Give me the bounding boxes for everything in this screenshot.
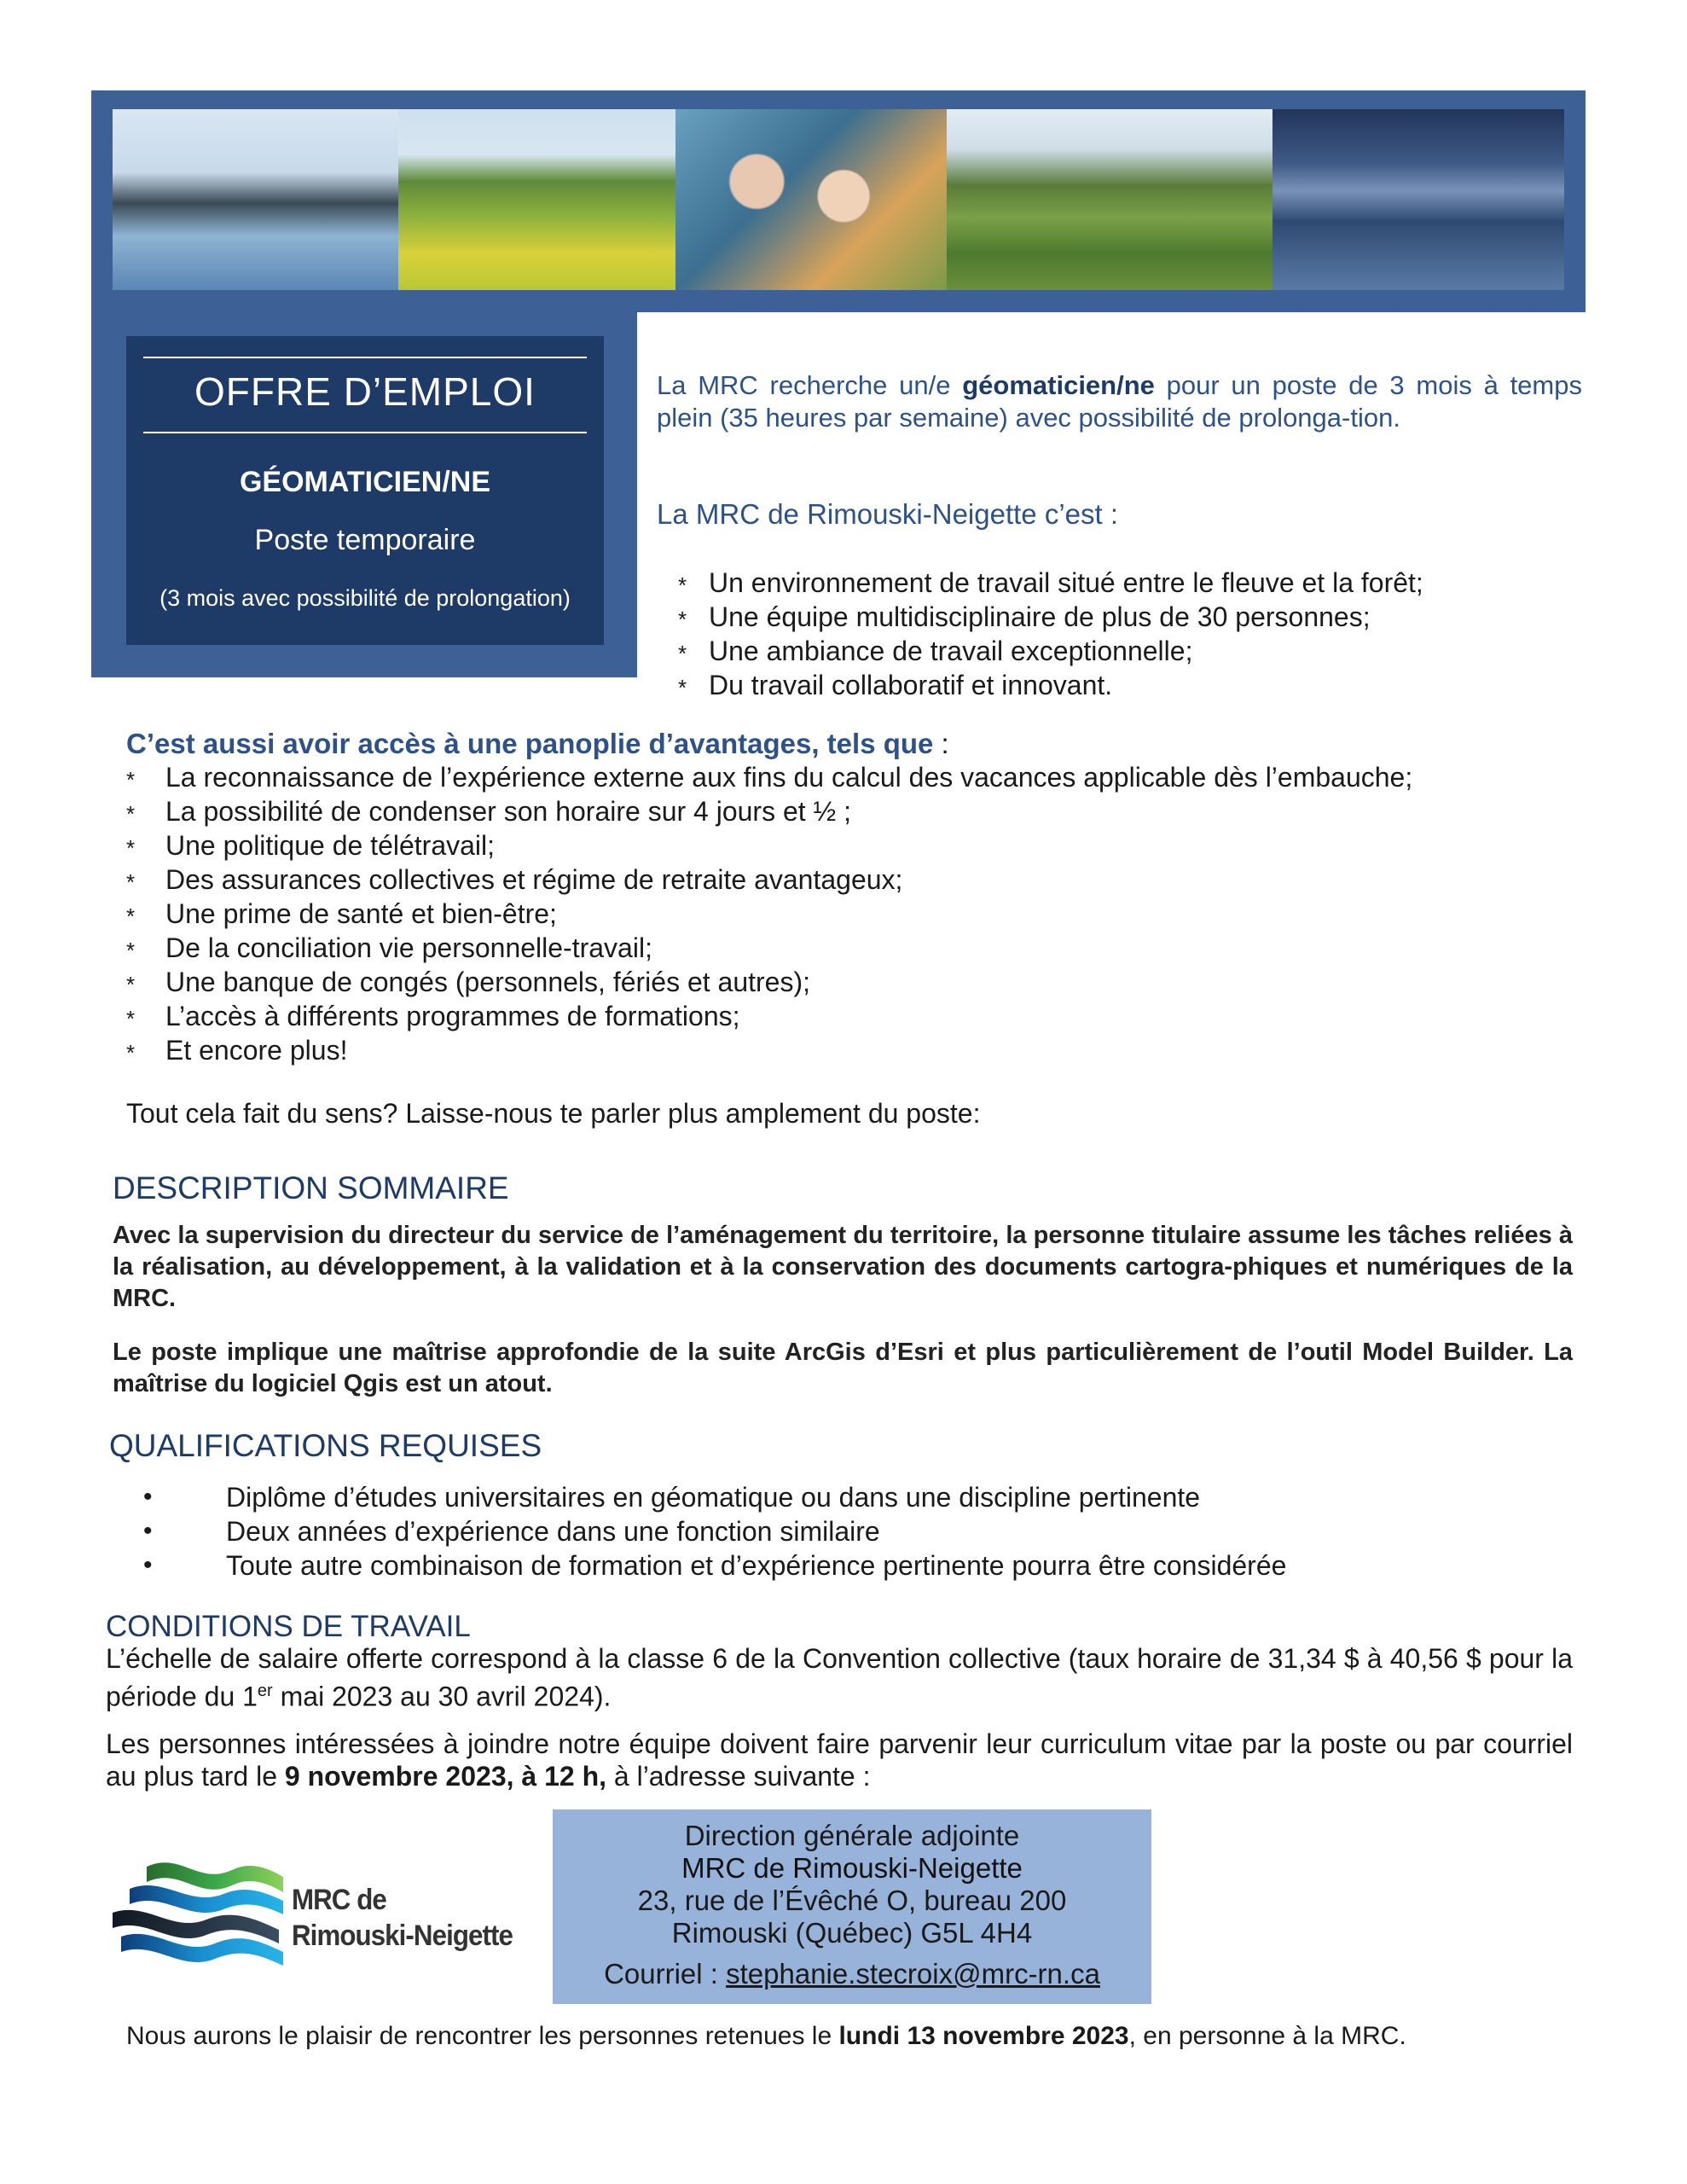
photo-coastal-landscape [113,109,398,290]
advantages-list [126,760,1576,1067]
job-type: Poste temporaire [254,524,476,556]
address-line-4: Rimouski (Québec) G5L 4H4 [671,1917,1033,1949]
advantages-heading-text: C’est aussi avoir accès à une panoplie d’avantages, tels que [126,728,934,759]
address-line-3: 23, rue de l’Évêché O, bureau 200 [637,1885,1067,1916]
list-item: * Une prime de santé et bien-être; [126,897,1576,931]
photo-children [675,109,947,290]
list-item: * La possibilité de condenser son horaire sur 4 jours et ½ ; [126,794,1576,828]
list-item: * Du travail collaboratif et innovant. [678,668,1616,702]
conditions-text: L’échelle de salaire offerte correspond à la classe 6 de la Convention collective (taux horaire de 31,34 $ à 40,56 $ pour la période du 1 [106,1643,1573,1712]
photo-waterfront-boardwalk [1272,109,1564,290]
list-item: * Une banque de congés (personnels, fériés et autres); [126,965,1576,999]
divider-top [143,357,587,358]
logo-text-line2: Rimouski-Neigette [292,1920,513,1952]
intro-text-before: La MRC recherche un/e [657,370,963,400]
qualifications-list [136,1480,1586,1583]
advantages-closing: Tout cela fait du sens? Laisse-nous te parler plus amplement du poste: [126,1098,981,1129]
email-label: Courriel : [604,1958,727,1989]
qualifications-title: QUALIFICATIONS REQUISES [109,1428,542,1463]
description-paragraph-1: Avec la supervision du directeur du service de l’aménagement du territoire, la personne titulaire assume les tâches reliées à la réalisation, au développement, à la validation et à la conservation des documents cartogra-phiques et numériques de la MRC. [113,1222,1573,1312]
intro-job-bold: géomaticien/ne [962,370,1155,400]
mrc-logo-waves-icon [113,1851,292,1979]
list-item: * Une politique de télétravail; [126,828,1576,863]
list-item: * La reconnaissance de l’expérience externe aux fins du calcul des vacances applicable dès l’embauche; [126,760,1576,794]
intro-paragraph [657,369,1582,434]
mrc-is-heading: La MRC de Rimouski-Neigette c’est : [657,498,1119,530]
advantages-heading [126,728,949,760]
job-duration: (3 mois avec possibilité de prolongation) [159,585,571,611]
mrc-features-list [678,566,1616,702]
apply-text: Les personnes intéressées à joindre notre équipe doivent faire parvenir leur curriculum vitae par la poste ou par courriel au plus tard le [106,1728,1573,1792]
advantages-heading-colon: : [933,728,949,759]
conditions-paragraph [106,1642,1573,1713]
address-line-1: Direction générale adjointe [684,1820,1020,1851]
address-line-2: MRC de Rimouski-Neigette [681,1852,1023,1884]
apply-deadline: 9 novembre 2023, à 12 h, [284,1761,606,1792]
offer-box [126,336,604,645]
list-item: • Toute autre combinaison de formation et d’expérience pertinente pourra être considérée [136,1548,1586,1583]
list-item: * L’accès à différents programmes de formations; [126,999,1576,1033]
final-text: Nous aurons le plaisir de rencontrer les personnes retenues le [126,2022,839,2050]
list-item: * Une équipe multidisciplinaire de plus de 30 personnes; [678,600,1616,634]
description-title: DESCRIPTION SOMMAIRE [113,1170,509,1205]
list-item: • Deux années d’expérience dans une fonction similaire [136,1514,1586,1548]
final-paragraph [126,2022,1406,2051]
list-item: * Des assurances collectives et régime de retraite avantageux; [126,863,1576,897]
conditions-text-end: mai 2023 au 30 avril 2024). [272,1681,612,1712]
photo-yellow-field [398,109,675,290]
conditions-title: CONDITIONS DE TRAVAIL [106,1610,471,1643]
intro-text-after: pour un poste de 3 mois à temps plein (35 heures par semaine) avec possibilité de prolonga-tion. [657,370,1582,433]
apply-paragraph [106,1728,1573,1792]
job-title: GÉOMATICIEN/NE [239,466,491,498]
mrc-logo [113,1851,513,1979]
apply-text-end: à l’adresse suivante : [606,1761,871,1792]
list-item: * Un environnement de travail situé entre le fleuve et la forêt; [678,566,1616,600]
description-paragraph-2: Le poste implique une maîtrise approfondie de la suite ArcGis d’Esri et plus particulièrement de l’outil Model Builder. La maîtrise du logiciel Qgis est un atout. [113,1339,1573,1397]
address-box [553,1809,1151,2004]
interview-date: lundi 13 novembre 2023 [838,2022,1129,2050]
list-item: • Diplôme d’études universitaires en géomatique ou dans une discipline pertinente [136,1480,1586,1514]
list-item: * Et encore plus! [126,1033,1576,1067]
email-link[interactable]: stephanie.stecroix@mrc-rn.ca [726,1958,1100,1989]
logo-text-line1: MRC de [292,1884,386,1916]
conditions-superscript: er [257,1682,273,1700]
list-item: * Une ambiance de travail exceptionnelle; [678,634,1616,668]
offer-heading: OFFRE D’EMPLOI [194,369,536,414]
photo-banner [91,90,1586,312]
divider-bottom [143,432,587,433]
list-item: * De la conciliation vie personnelle-travail; [126,931,1576,965]
photo-green-farmland [947,109,1272,290]
final-text-end: , en personne à la MRC. [1128,2022,1406,2050]
address-email-line [553,1958,1151,1990]
